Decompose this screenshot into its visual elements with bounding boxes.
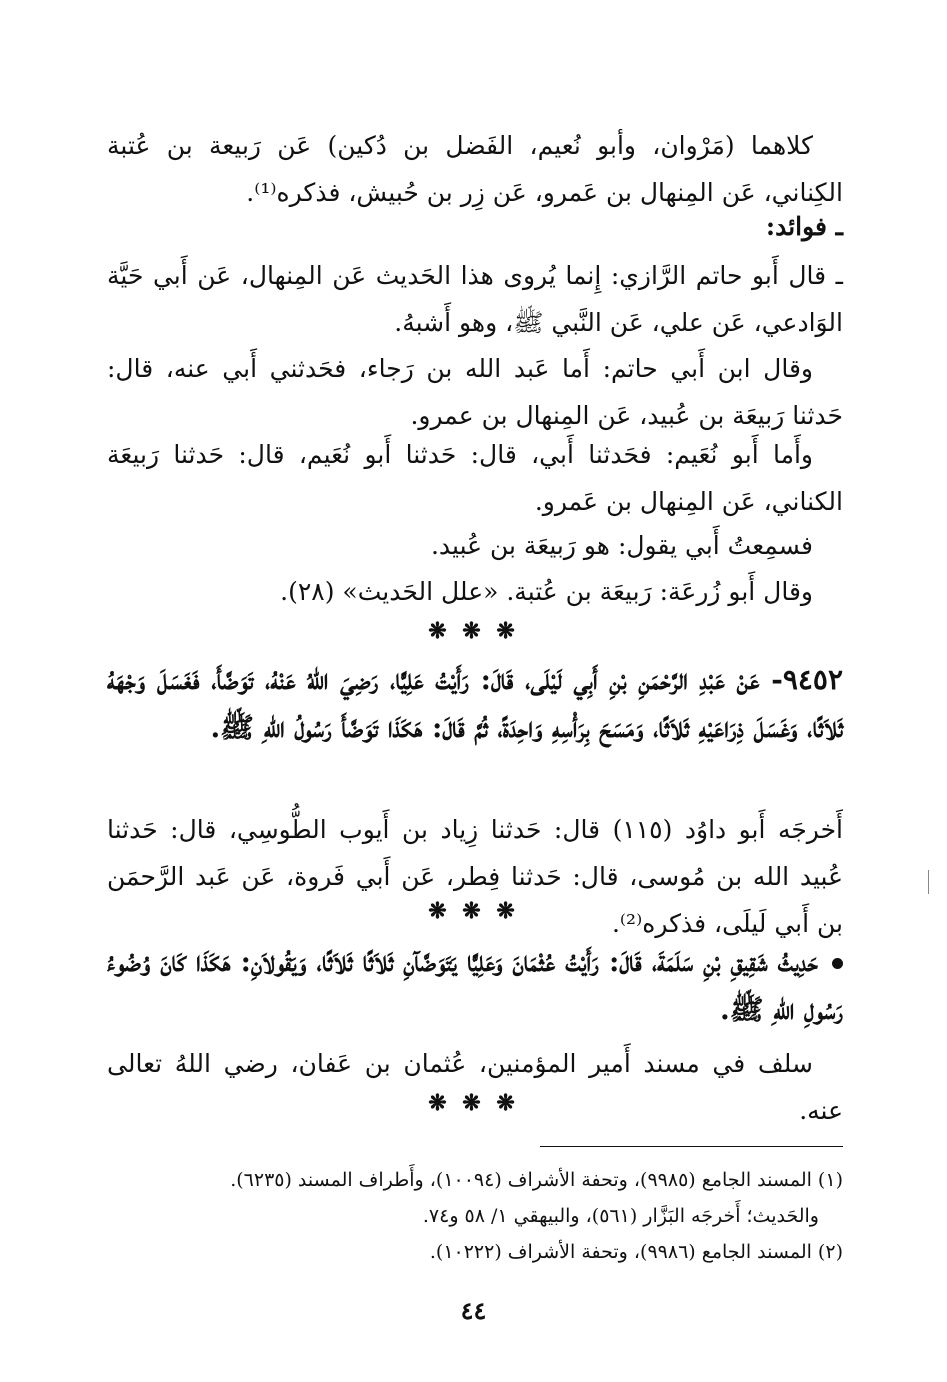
isnad-paragraph: كلاهما (مَرْوان، وأبو نُعيم، الفَضل بن دُكين) عَن رَبيعة بن عُتبة الكِناني، عَن المِنهال بن عَمرو، عَن زِر بن حُبيش، فذكره⁽¹⁾. [107,131,843,207]
takhrij-paragraph: أَخرجَه أَبو داوُد (١١٥) قال: حَدثنا زِياد بن أَيوب الطُّوسِي، قال: حَدثنا عُبيد الله بن مُوسى، قال: حَدثنا فِطر، عَن أَبي فَروة، عَن عَبد الرَّحمَن بن أَبي لَيلَى، فذكره⁽²⁾. [107,815,843,938]
footnote-1-continuation: والحَديث؛ أَخرجَه البَزَّار (٥٦١)، والبيهقي ١/ ٥٨ و٧٤. [422,1205,819,1227]
fawaid-heading: ـ فوائد: [765,212,843,241]
page-number: ٤٤ [460,1296,487,1325]
abu-hatim-paragraph: ـ قال أَبو حاتم الرَّازي: إِنما يُروى هذا الحَديث عَن المِنهال، عَن أَبي حَيَّة الوَادعي، عَن علي، عَن النَّبي ﷺ، وهو أَشبهُ. [107,261,843,337]
bullet-icon [832,958,843,969]
salaf-note-paragraph: سلف في مسند أَمير المؤمنين، عُثمان بن عَفان، رضي اللهُ تعالى عنه. [107,1049,843,1125]
ibn-abi-hatim-paragraph: وقال ابن أَبي حاتم: أَما عَبد الله بن رَجاء، فحَدثني أَبي عنه، قال: حَدثنا رَبيعَة بن عُبيد، عَن المِنهال بن عمرو. [107,354,843,430]
section-separator: ❋ ❋ ❋ [428,898,519,924]
hadith-9452-text: ٩٤٥٢- عَنْ عَبْدِ الرَّحْمَنِ بْنِ أَبِي لَيْلَى، قَالَ: رَأَيْتُ عَلِيًّا، رَضِيَ اللهُ عَنْهُ، تَوَضَّأَ، فَغَسَلَ وَجْهَهُ ثَلاَثًا، وَغَسَلَ ذِرَاعَيْهِ ثَلاَثًا، وَمَسَحَ بِرَأْسِهِ وَاحِدَةً، ثُمَّ قَالَ: هَكَذَا تَوَضَّأَ رَسُولُ اللهِ ﷺ. [107,663,843,744]
footnote-divider [540,1146,843,1147]
footnote-1: (١) المسند الجامع (٩٩٨٥)، وتحفة الأشراف (١٠٠٩٤)، وأَطراف المسند (٦٢٣٥). [230,1169,843,1191]
heard-father-paragraph: فسمِعتُ أَبي يقول: هو رَبيعَة بن عُبيد. [430,531,813,560]
footnote-2: (٢) المسند الجامع (٩٩٨٦)، وتحفة الأشراف (١٠٢٢٢). [429,1241,843,1263]
margin-mark [928,870,929,894]
abu-nuaym-paragraph: وأَما أَبو نُعَيم: فحَدثنا أَبي، قال: حَدثنا أَبو نُعَيم، قال: حَدثنا رَبيعَة الكناني، عَن المِنهال بن عَمرو. [107,440,843,516]
section-separator: ❋ ❋ ❋ [428,1090,519,1116]
abu-zura-paragraph: وقال أَبو زُرعَة: رَبيعَة بن عُتبة. «علل الحَديث» (٢٨). [280,577,813,606]
hadith-shaqiq [107,938,843,1034]
hadith-shaqiq-text: حَدِيثُ شَقِيقِ بْنِ سَلَمَةَ، قَالَ: رَأَيْتُ عُثْمَانَ وَعَلِيًّا يَتَوَضَّآنِ ثَلاَثًا ثَلاَثًا، وَيَقُولاَنِ: هَكَذَا كَانَ وُضُوءُ رَسُولِ اللهِ ﷺ. [107,945,843,1026]
section-separator: ❋ ❋ ❋ [428,618,519,644]
